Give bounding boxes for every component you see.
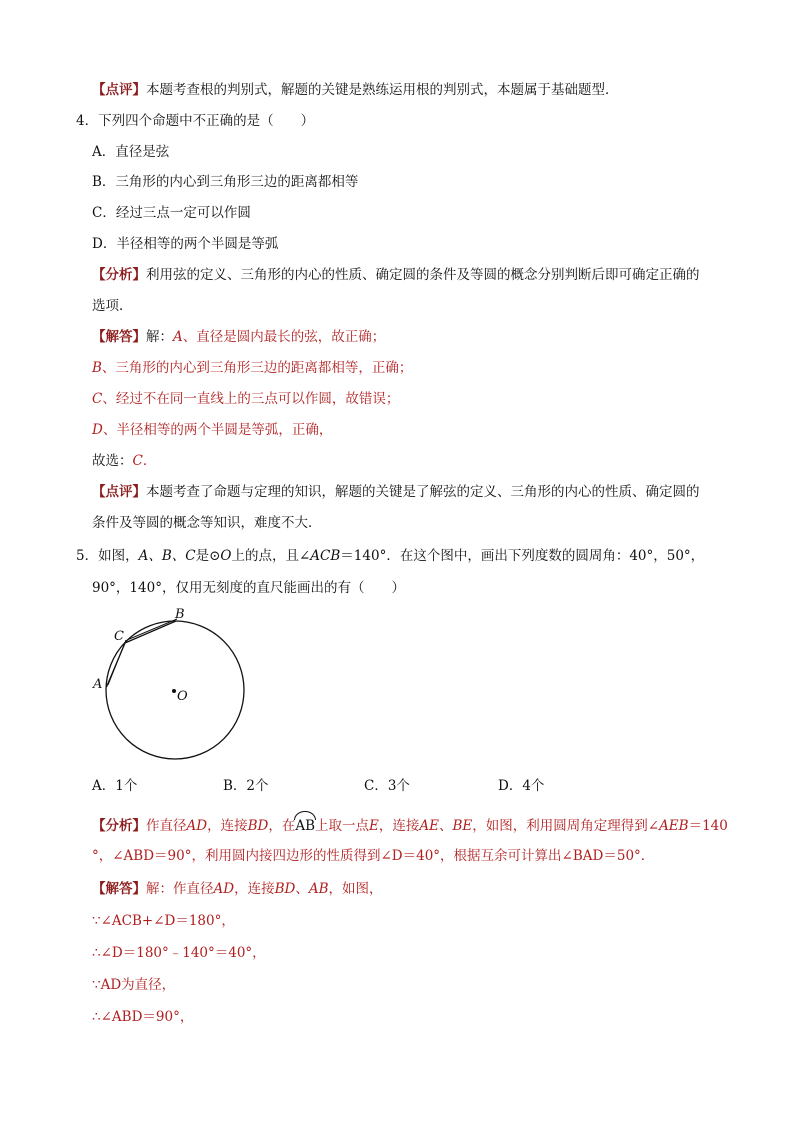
q5-stem-points: A、B、C [138,548,196,564]
arc-ab: AB [295,814,315,836]
analysis-text: 作直径 [146,818,187,834]
answer-text: 解：作直径 [146,881,214,897]
q4-answer-b [92,358,412,378]
label-c: C [114,629,124,644]
q5-step-3: ∵AD为直径， [92,977,176,993]
q5-stem-rest: ＝140°．在这个图中，画出下列度数的圆周角：40°，50°， [340,548,705,564]
analysis-text: ，连接 [378,818,420,834]
analysis-be: BE [452,818,473,834]
q4-analysis [92,265,700,285]
analysis-text: ，如图，利用圆周角定理得到∠ [472,818,660,834]
answer-tag: 【解答】 [92,329,146,345]
q4-choice [92,451,156,471]
q4-answer [92,327,385,347]
q4-stem: 4．下列四个命题中不正确的是（ ） [76,113,315,129]
q5-step-4: ∴∠ABD＝90°， [92,1009,194,1025]
answer-letter-d: D [92,422,103,438]
q4-comment-line-2: 条件及等圆的概念等知识，难度不大． [92,515,322,531]
comment-tag: 【点评】 [92,82,146,98]
analysis-e: E [369,818,379,834]
chord-cb-2 [127,619,177,640]
q5-option-c: C．3个 [364,778,410,794]
q5-option-b: B．2个 [223,778,269,794]
q5-stem-after-o: 上的点，且∠ [231,548,311,564]
q5-stem [76,546,704,566]
answer-text-c: 、经过不在同一直线上的三点可以作圆，故错误； [102,391,400,407]
analysis-bd: BD [247,818,269,834]
q4-option-d: D．半径相等的两个半圆是等弧 [92,236,279,252]
chord-cb [125,621,176,643]
q4-option-a: A．直径是弦 [92,144,170,160]
answer-ab: AB [308,881,329,897]
answer-text-a: 、直径是圆内最长的弦，故正确； [182,329,386,345]
label-b: B [175,607,185,622]
answer-letter-a: A [173,329,183,345]
q5-circle-figure [88,600,258,770]
q4-option-b: B．三角形的内心到三角形三边的距离都相等 [92,174,359,190]
answer-tag: 【解答】 [92,881,146,897]
q5-analysis-line-2: °，∠ABD＝90°，利用圆内接四边形的性质得到∠D＝40°，根据互余可计算出∠BAD＝50°． [92,848,655,864]
answer-text: ，如图， [328,881,383,897]
label-a: A [93,677,103,692]
comment-text: 本题考查根的判别式，解题的关键是熟练运用根的判别式，本题属于基础题型． [146,82,619,98]
answer-text: ，连接 [234,881,275,897]
answer-text-d: 、半径相等的两个半圆是等弧，正确， [102,422,333,438]
comment-text-1: 本题考查了命题与定理的知识，解题的关键是了解弦的定义、三角形的内心的性质、确定圆的 [146,484,700,500]
answer-text: 、 [295,881,309,897]
comment-tag: 【点评】 [92,484,146,500]
answer-ad: AD [213,881,235,897]
q4-option-c: C．经过三点一定可以作圆 [92,205,251,221]
analysis-ad: AD [186,818,208,834]
analysis-text: ＝140 [688,818,728,834]
q5-stem-line-2: 90°，140°，仅用无刻度的直尺能画出的有（ ） [92,580,405,596]
choice-suffix: ． [142,453,157,469]
analysis-aeb: AEB [659,818,689,834]
q4-answer-d [92,420,332,440]
q4-comment [92,482,700,502]
q5-option-d: D．4个 [498,778,545,794]
analysis-text-1: 利用弦的定义、三角形的内心的性质、确定圆的条件及等圆的概念分别判断后即可确定正确的 [146,267,700,283]
choice-prefix: 故选： [92,453,133,469]
q5-step-1: ∵∠ACB+∠D＝180°， [92,913,235,929]
q5-stem-num: 5．如图， [76,548,139,564]
answer-letter-c: C [92,391,103,407]
q5-stem-mid: 是⊙ [195,548,221,564]
q5-stem-o: O [220,548,232,564]
top-comment [92,80,619,100]
analysis-text: 上取一点 [315,818,369,834]
analysis-tag: 【分析】 [92,818,146,834]
analysis-text: ，在 [268,818,296,834]
answer-letter-b: B [92,360,102,376]
q5-analysis [92,814,728,836]
q5-option-a: A．1个 [92,778,138,794]
center-dot [172,689,176,693]
q5-answer [92,879,383,899]
chord-ac [108,640,126,685]
q4-analysis-line-2: 选项． [92,298,133,314]
choice-letter: C [132,453,143,469]
answer-bd: BD [274,881,296,897]
label-o: O [177,689,188,704]
q5-stem-acb: ACB [310,548,341,564]
q4-answer-c [92,389,399,409]
analysis-ae: AE [419,818,439,834]
analysis-text: ，连接 [207,818,248,834]
analysis-tag: 【分析】 [92,267,146,283]
analysis-text: 、 [438,818,453,834]
answer-text-b: 、三角形的内心到三角形三边的距离都相等，正确； [101,360,413,376]
answer-head: 解： [146,329,173,345]
q5-step-2: ∴∠D＝180°﹣140°＝40°， [92,945,266,961]
